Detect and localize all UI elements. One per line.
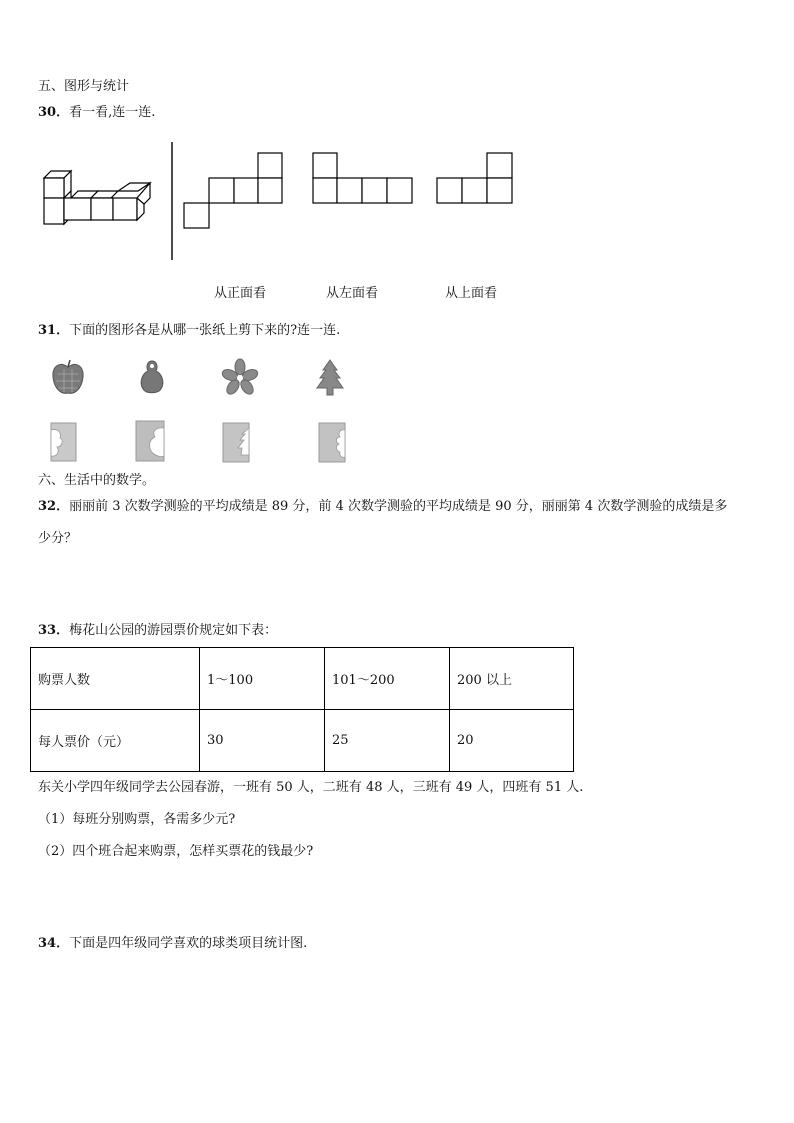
section-heading-6: 六、生活中的数学。 [38, 473, 156, 488]
table-cell: 1～100 [200, 648, 325, 710]
question-text: 下面是四年级同学喜欢的球类项目统计图. [69, 936, 308, 951]
question-33-info: 东关小学四年级同学去公园春游，一班有 50 人，二班有 48 人，三班有 49 人，四班有 51 人. [38, 780, 584, 795]
question-text: 看一看,连一连. [69, 105, 156, 120]
cube-face [113, 198, 137, 220]
table-row [31, 710, 574, 772]
ticket-price-table [30, 647, 574, 772]
cube-assembly-figure [40, 174, 160, 264]
view-grid-1 [181, 152, 291, 232]
question-33 [38, 622, 277, 640]
cube-face [64, 198, 91, 220]
view-grid-3 [435, 152, 525, 212]
table-row [31, 648, 574, 710]
flower-cutout-icon [220, 358, 260, 398]
cube-face [44, 178, 64, 198]
question-text: 丽丽前 3 次数学测验的平均成绩是 89 分，前 4 次数学测验的平均成绩是 90 分，丽丽第 4 次数学测验的成绩是多 [69, 499, 728, 514]
section-heading-5: 五、图形与统计 [38, 79, 130, 94]
question-number: 31． [38, 323, 70, 338]
view-grid-2 [311, 152, 421, 212]
tree-cutout-icon [313, 358, 347, 398]
question-number: 30． [38, 105, 70, 120]
table-cell: 101～200 [325, 648, 450, 710]
question-33-sub2: （2）四个班合起来购票，怎样买票花的钱最少? [38, 844, 314, 859]
divider-line [170, 142, 174, 262]
table-cell: 20 [450, 710, 574, 772]
question-31 [38, 322, 340, 340]
paper-sheet-1-icon [48, 420, 80, 466]
table-cell: 每人票价（元） [31, 710, 200, 772]
question-34 [38, 935, 307, 953]
question-32-line2: 少分？ [38, 531, 78, 546]
question-number: 33． [38, 623, 70, 638]
question-32-line1 [38, 498, 727, 516]
table-cell: 购票人数 [31, 648, 200, 710]
question-number: 34． [38, 936, 70, 951]
apple-cutout-icon [50, 358, 86, 398]
question-30 [38, 104, 155, 122]
paper-sheet-2-icon [133, 418, 169, 464]
table-cell: 25 [325, 710, 450, 772]
view-label-front: 从正面看 [214, 286, 267, 301]
table-cell: 200 以上 [450, 648, 574, 710]
view-label-left: 从左面看 [326, 286, 379, 301]
gourd-cutout-icon [135, 358, 169, 398]
question-text: 梅花山公园的游园票价规定如下表： [69, 623, 278, 638]
paper-sheet-4-icon [316, 420, 350, 466]
paper-sheet-3-icon [220, 420, 254, 466]
cube-face [91, 198, 113, 220]
cube-face [44, 198, 64, 224]
question-text: 下面的图形各是从哪一张纸上剪下来的?连一连. [69, 323, 341, 338]
question-33-sub1: （1）每班分别购票，各需多少元? [38, 812, 236, 827]
view-label-top: 从上面看 [445, 286, 498, 301]
table-cell: 30 [200, 710, 325, 772]
question-number: 32． [38, 499, 70, 514]
